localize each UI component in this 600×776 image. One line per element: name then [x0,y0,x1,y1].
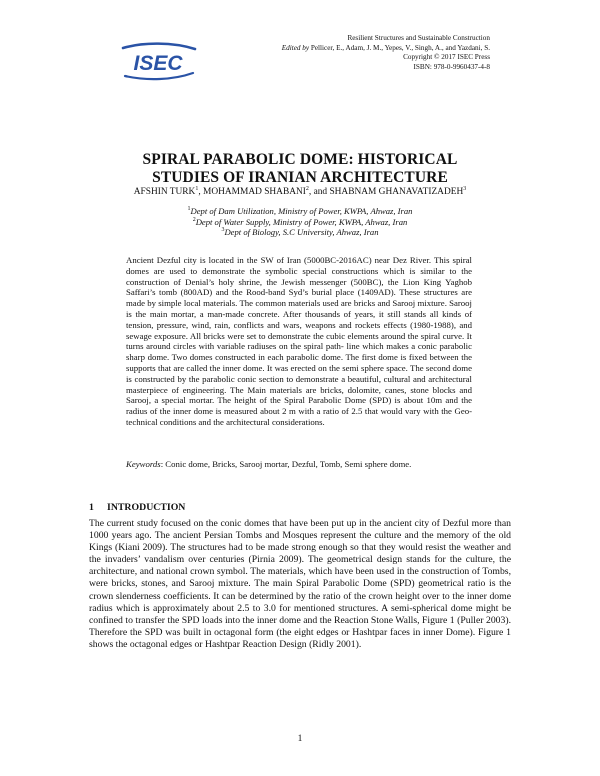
abstract: Ancient Dezful city is located in the SW of Iran (5000BC-2016AC) near Dez River. This spiral domes are used to demonstrate the symbolic special constructions which is similar to the construction of Denial’s holy shrine, the Jewish messenger (500BC), the Lion King Yaghob Saffari’s tomb (800AD) and the Rood-band Syd’s burial place (1409AD). These structures are made by simple local materials. The common materials used are bricks and Sarooj mixture. Sarooj is the main mortar, a man-made concrete. After thousands of years, it still stands all kinds of tension, pressure, wind, rain, conflicts and wars, weapons and rockets effects (1980-1988), and sewage exposure. All bricks were set to demonstrate the cubic elements around the spiral curve. It turns around circles with variable radiuses on the spiral path- line which makes a conic parabolic sharp dome. Two domes constructed in each parabolic dome. The first dome is fixed between the supports that are called the inner dome. It was erected on the semi sphere space. The second dome is constructed by the parabolic conic section to demonstrate a beautiful, cultural and architectural masterpiece of engineering. The Main materials are bricks, dolomite, canes, stone blocks and Sarooj, a special mortar. The height of the Spiral Parabolic Dome (SPD) is about 10m and the radius of the inner dome is measured about 2 m with a ratio of 2.5 that would vary with the Geo-technical conditions and the architectural considerations. [126,255,472,427]
author-name: AFSHIN TURK [133,187,196,197]
keywords-label: Keywords [126,459,161,469]
affiliation: $^3$Dept of Biology, S.C University, Ahwaz, Iran [221,227,379,238]
author-list: AFSHIN TURK$^1$, MOHAMMAD SHABANI$^2$, and SHABNAM GHANAVATIZADEH$^3$ [133,185,467,197]
section-title: INTRODUCTION [107,502,186,513]
affiliations [0,206,600,238]
paper-title: SPIRAL PARABOLIC DOME: HISTORICAL STUDIES OF IRANIAN ARCHITECTURE [142,151,458,186]
author-name: MOHAMMAD SHABANI [203,187,306,197]
isec-logo [113,40,203,82]
affiliation: $^1$Dept of Dam Utilization, Ministry of Power, KWPA, Ahwaz, Iran [187,206,413,216]
section-number: 1 [89,502,94,513]
editors-line: Edited by Pellicer, E., Adam, J. M., Yepes, V., Singh, A., and Yazdani, S. [281,43,490,52]
author-name: SHABNAM GHANAVATIZADEH [329,187,464,197]
section-heading [89,502,185,513]
keywords [126,459,472,469]
publication-title: Resilient Structures and Sustainable Construction [347,34,490,42]
body-paragraph: The current study focused on the conic domes that have been put up in the ancient city of Dezful more than 1000 years ago. The ancient Persian Tombs and Mosques represent the culture and the memory of the old Kings (Kiani 2009). The structures had to be made strong enough so that they would resist the weather and the invaders’ vandalism over centuries (Pirnia 2009). The geometrical design stands for the culture, the architecture, and national crown symbol. The materials, which have been used in the construction of Tombs, were bricks, stones, and Sarooj mixture. The main Spiral Parabolic Dome (SPD) geometrical ratio is the crown slenderness coefficients. It can be determined by the ratio of the crown height over to the inner dome radius which is approximately about 2.5 to 3.0 for mentioned structures. A semi-spherical dome might be confined to transfer the SPD loads into the inner dome and the Reaction Stone Walls, Figure 1 (Puller 2003). Therefore the SPD was built in octagonal form (the eight edges or Hashtpar faces in inner Dome). Figure 1 shows the octagonal edges or Hashtpar Reaction Design (Ridly 2001). [89,518,511,650]
publication-info [230,34,490,72]
page-number: 1 [297,734,303,744]
copyright: Copyright © 2017 ISEC Press [403,53,490,62]
keywords-text: : Conic dome, Bricks, Sarooj mortar, Dezful, Tomb, Semi sphere dome. [160,459,412,469]
isbn: ISBN: 978-0-9960437-4-8 [413,62,490,71]
logo-text: ISEC [133,52,183,75]
affiliation: $^2$Dept of Water Supply, Ministry of Power, KWPA, Ahwaz, Iran [192,216,408,227]
